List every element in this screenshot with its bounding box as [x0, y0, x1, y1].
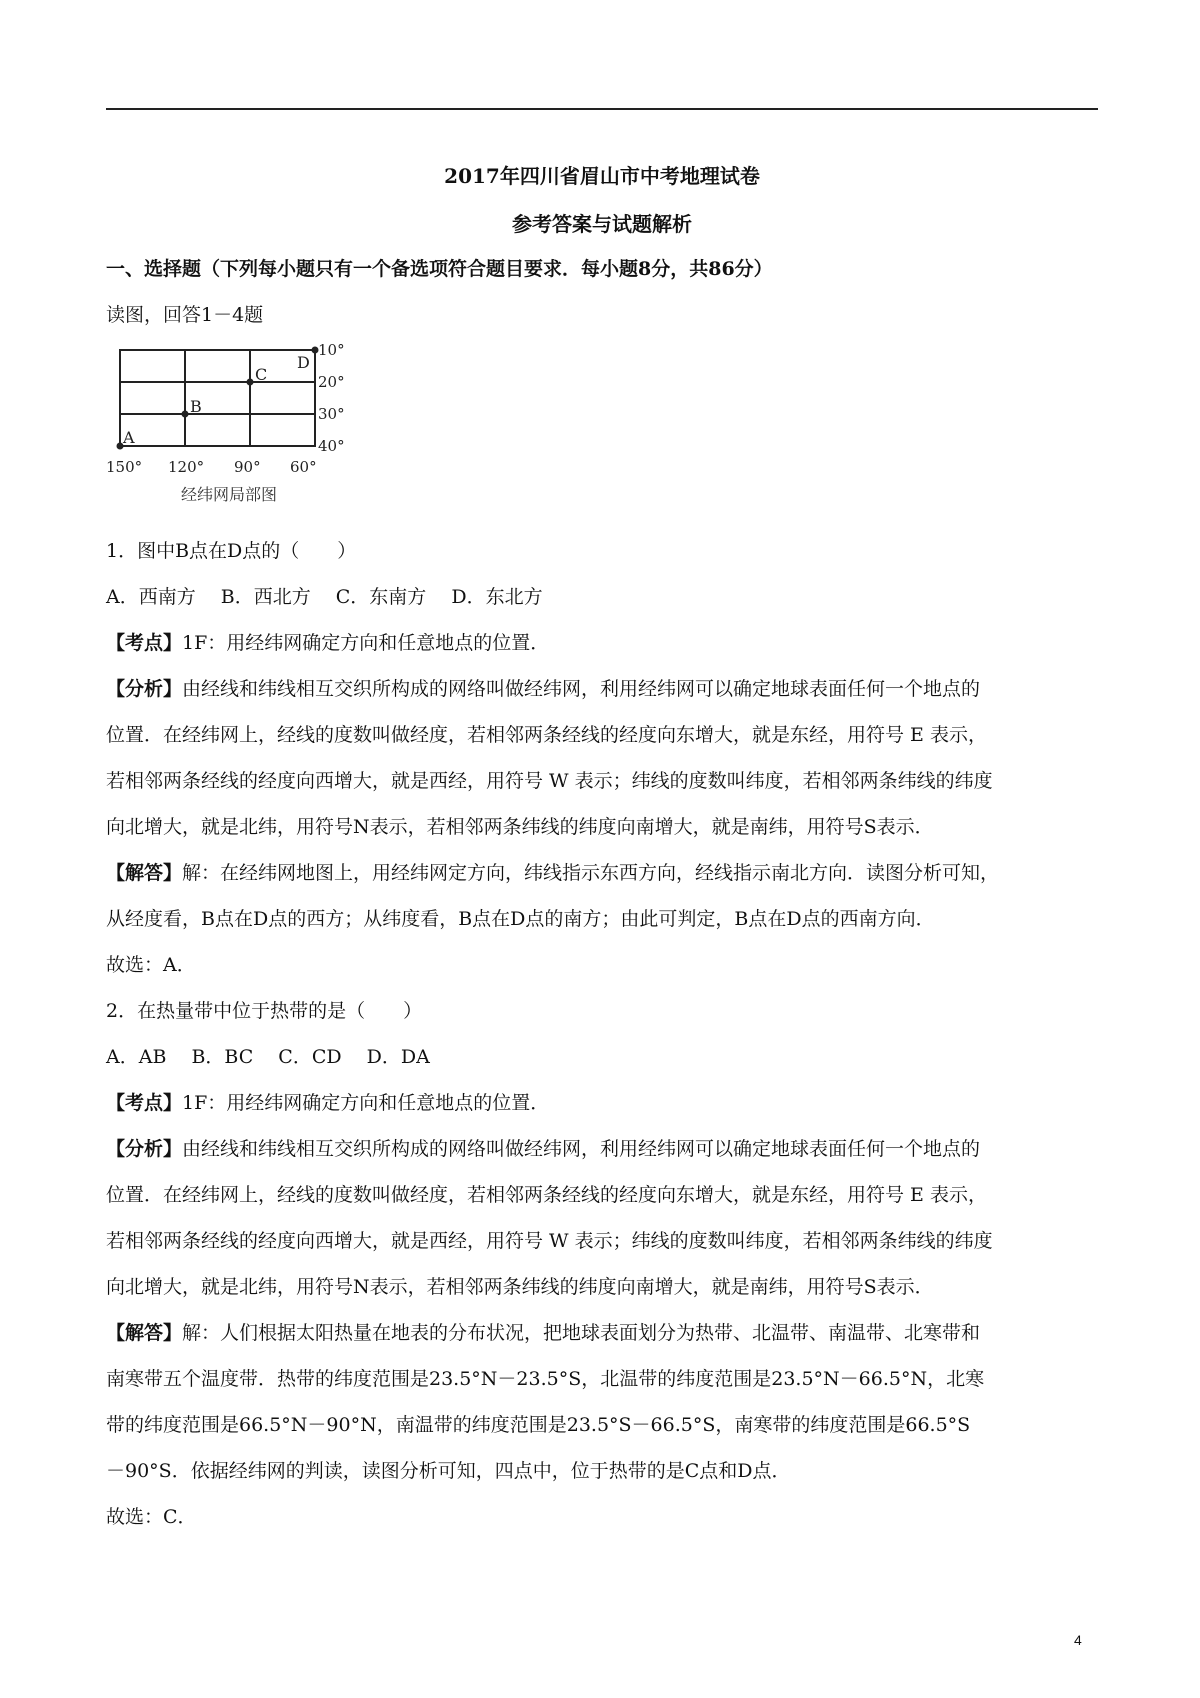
q1-fenxi-line3: 若相邻两条经线的经度向西增大，就是西经，用符号 W 表示；纬线的度数叫纬度，若相邻两条纬线的纬度	[106, 770, 993, 792]
q2-options: A．AB B．BC C．CD D．DA	[106, 1046, 430, 1068]
q2-kaodian	[106, 1088, 1106, 1115]
q2-jieda-tag: 【解答】	[106, 1322, 183, 1344]
q1-kaodian-text: 1F：用经纬网确定方向和任意地点的位置．	[182, 632, 550, 654]
graticule-map	[106, 340, 376, 510]
lon-label-120: 120°	[168, 458, 205, 476]
point-d-marker	[312, 347, 319, 354]
q2-jieda-line2: 南寒带五个温度带．热带的纬度范围是23.5°N－23.5°S，北温带的纬度范围是23.5°N－66.5°N，北寒	[106, 1368, 985, 1390]
section-heading: 一、选择题（下列每小题只有一个备选项符合题目要求．每小题8分，共86分）	[106, 258, 773, 280]
figure-caption: 经纬网局部图	[181, 485, 278, 504]
q1-fenxi-line4: 向北增大，就是北纬，用符号N表示，若相邻两条纬线的纬度向南增大，就是南纬，用符号S表示．	[106, 816, 934, 838]
q1-jieda-tag: 【解答】	[106, 862, 183, 884]
lon-label-150: 150°	[106, 458, 143, 476]
q1-jieda-line2: 从经度看，B点在D点的西方；从纬度看，B点在D点的南方；由此可判定，B点在D点的西南方向．	[106, 908, 935, 930]
q2-jieda	[106, 1318, 1106, 1345]
q2-fenxi-line4: 向北增大，就是北纬，用符号N表示，若相邻两条纬线的纬度向南增大，就是南纬，用符号S表示．	[106, 1276, 934, 1298]
q1-fenxi-tag: 【分析】	[106, 678, 183, 700]
q2-fenxi-line1: 由经线和纬线相互交织所构成的网络叫做经纬网，利用经纬网可以确定地球表面任何一个地点的	[182, 1138, 981, 1160]
point-b-label: B	[190, 397, 202, 416]
graticule-figure	[106, 340, 376, 510]
lon-label-60: 60°	[290, 458, 317, 476]
lat-label-20: 20°	[318, 373, 345, 391]
q1-options: A．西南方 B．西北方 C．东南方 D．东北方	[106, 586, 543, 608]
header-rule	[106, 108, 1098, 110]
point-c-marker	[247, 379, 254, 386]
q2-fenxi-line3: 若相邻两条经线的经度向西增大，就是西经，用符号 W 表示；纬线的度数叫纬度，若相邻两条纬线的纬度	[106, 1230, 993, 1252]
q2-jieda-line3: 带的纬度范围是66.5°N－90°N，南温带的纬度范围是23.5°S－66.5°S，南寒带的纬度范围是66.5°S	[106, 1414, 971, 1436]
document-subtitle: 参考答案与试题解析	[512, 212, 692, 236]
q2-fenxi	[106, 1134, 1106, 1161]
page-number: 4	[1074, 1632, 1082, 1648]
lon-label-90: 90°	[234, 458, 261, 476]
document-title: 2017年四川省眉山市中考地理试卷	[444, 164, 760, 188]
lat-label-30: 30°	[318, 405, 345, 423]
lat-label-40: 40°	[318, 437, 345, 455]
lat-label-10: 10°	[318, 341, 345, 359]
q1-stem: 1．图中B点在D点的（ ）	[106, 540, 357, 562]
q1-jieda	[106, 858, 1106, 885]
graticule-frame	[120, 350, 315, 446]
q2-fenxi-line2: 位置．在经纬网上，经线的度数叫做经度，若相邻两条经线的经度向东增大，就是东经，用符号 E 表示，	[106, 1184, 987, 1206]
point-b-marker	[182, 411, 189, 418]
q1-kaodian-tag: 【考点】	[106, 632, 183, 654]
q2-jieda-line4: －90°S．依据经纬网的判读，读图分析可知，四点中，位于热带的是C点和D点．	[106, 1460, 791, 1482]
q2-kaodian-tag: 【考点】	[106, 1092, 183, 1114]
q1-fenxi-line1: 由经线和纬线相互交织所构成的网络叫做经纬网，利用经纬网可以确定地球表面任何一个地点的	[182, 678, 981, 700]
q1-fenxi-line2: 位置．在经纬网上，经线的度数叫做经度，若相邻两条经线的经度向东增大，就是东经，用符号 E 表示，	[106, 724, 987, 746]
q1-fenxi	[106, 674, 1106, 701]
q2-jieda-line1: 解：人们根据太阳热量在地表的分布状况，把地球表面划分为热带、北温带、南温带、北寒带和	[182, 1322, 981, 1344]
q2-answer: 故选：C．	[106, 1506, 197, 1528]
q1-answer: 故选：A．	[106, 954, 196, 976]
q2-kaodian-text: 1F：用经纬网确定方向和任意地点的位置．	[182, 1092, 550, 1114]
q1-kaodian	[106, 628, 1106, 655]
q1-jieda-line1: 解：在经纬网地图上，用经纬网定方向，纬线指示东西方向，经线指示南北方向．读图分析可知，	[182, 862, 1000, 884]
q2-fenxi-tag: 【分析】	[106, 1138, 183, 1160]
section-intro: 读图，回答1－4题	[106, 304, 264, 326]
point-c-label: C	[255, 365, 268, 384]
point-d-label: D	[297, 353, 310, 372]
point-a-label: A	[123, 428, 135, 447]
q2-stem: 2．在热量带中位于热带的是（ ）	[106, 1000, 423, 1022]
